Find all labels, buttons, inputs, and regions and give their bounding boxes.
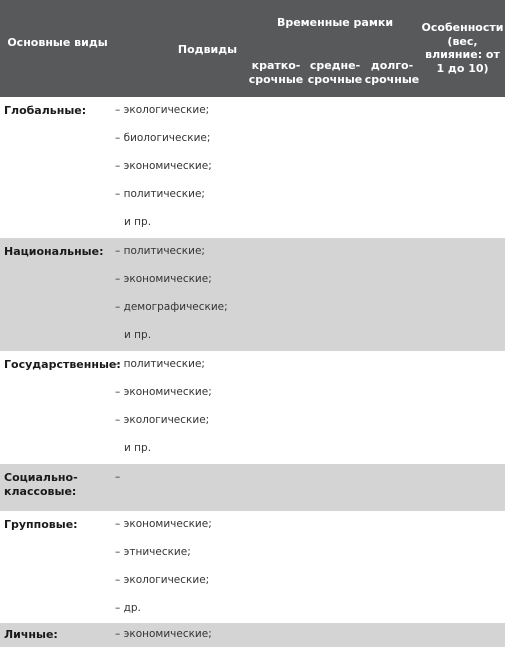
- row-group: [0, 511, 505, 623]
- header-short-term: кратко-срочные: [248, 59, 304, 86]
- subtype-item: – др.: [115, 602, 141, 614]
- subtype-item: – демографические;: [115, 301, 228, 313]
- header-features: Особенности (вес, влияние: от 1 до 10): [421, 21, 504, 75]
- subtype-item: –: [115, 471, 121, 483]
- row-global: [0, 97, 505, 238]
- subtype-item: – политические;: [115, 188, 205, 200]
- row-national: [0, 238, 505, 351]
- header-main-types: Основные виды: [7, 36, 108, 49]
- subtype-item: – экологические;: [115, 104, 210, 116]
- header-subtypes: Подвиды: [177, 43, 238, 56]
- subtype-item: – экономические;: [115, 273, 212, 285]
- subtype-item: – экономические;: [115, 160, 212, 172]
- row-type: Государственные:: [4, 358, 121, 371]
- row-type: Социально-классовые:: [4, 471, 78, 498]
- subtype-item: – экономические;: [115, 518, 212, 530]
- subtype-item: – политические;: [115, 245, 205, 257]
- subtype-item: и пр.: [124, 442, 152, 454]
- subtype-item: – экономические;: [115, 386, 212, 398]
- subtype-item: и пр.: [124, 329, 152, 341]
- subtype-item: – экономические;: [115, 628, 212, 640]
- subtype-item: – экологические;: [115, 574, 210, 586]
- row-personal: [0, 623, 505, 647]
- subtype-item: – биологические;: [115, 132, 211, 144]
- row-type: Глобальные:: [4, 104, 87, 117]
- header-mid-term: средне-срочные: [307, 59, 363, 86]
- row-state: [0, 351, 505, 464]
- row-type: Групповые:: [4, 518, 78, 531]
- subtype-item: – экологические;: [115, 414, 210, 426]
- table-header: [0, 0, 505, 97]
- subtype-item: – политические;: [115, 358, 205, 370]
- row-type: Национальные:: [4, 245, 104, 258]
- header-long-term: долго-срочные: [364, 59, 420, 86]
- subtype-item: – этнические;: [115, 546, 191, 558]
- row-social-class: [0, 464, 505, 511]
- header-time-frame: Временные рамки: [276, 16, 394, 29]
- subtype-item: и пр.: [124, 216, 152, 228]
- row-type: Личные:: [4, 628, 58, 641]
